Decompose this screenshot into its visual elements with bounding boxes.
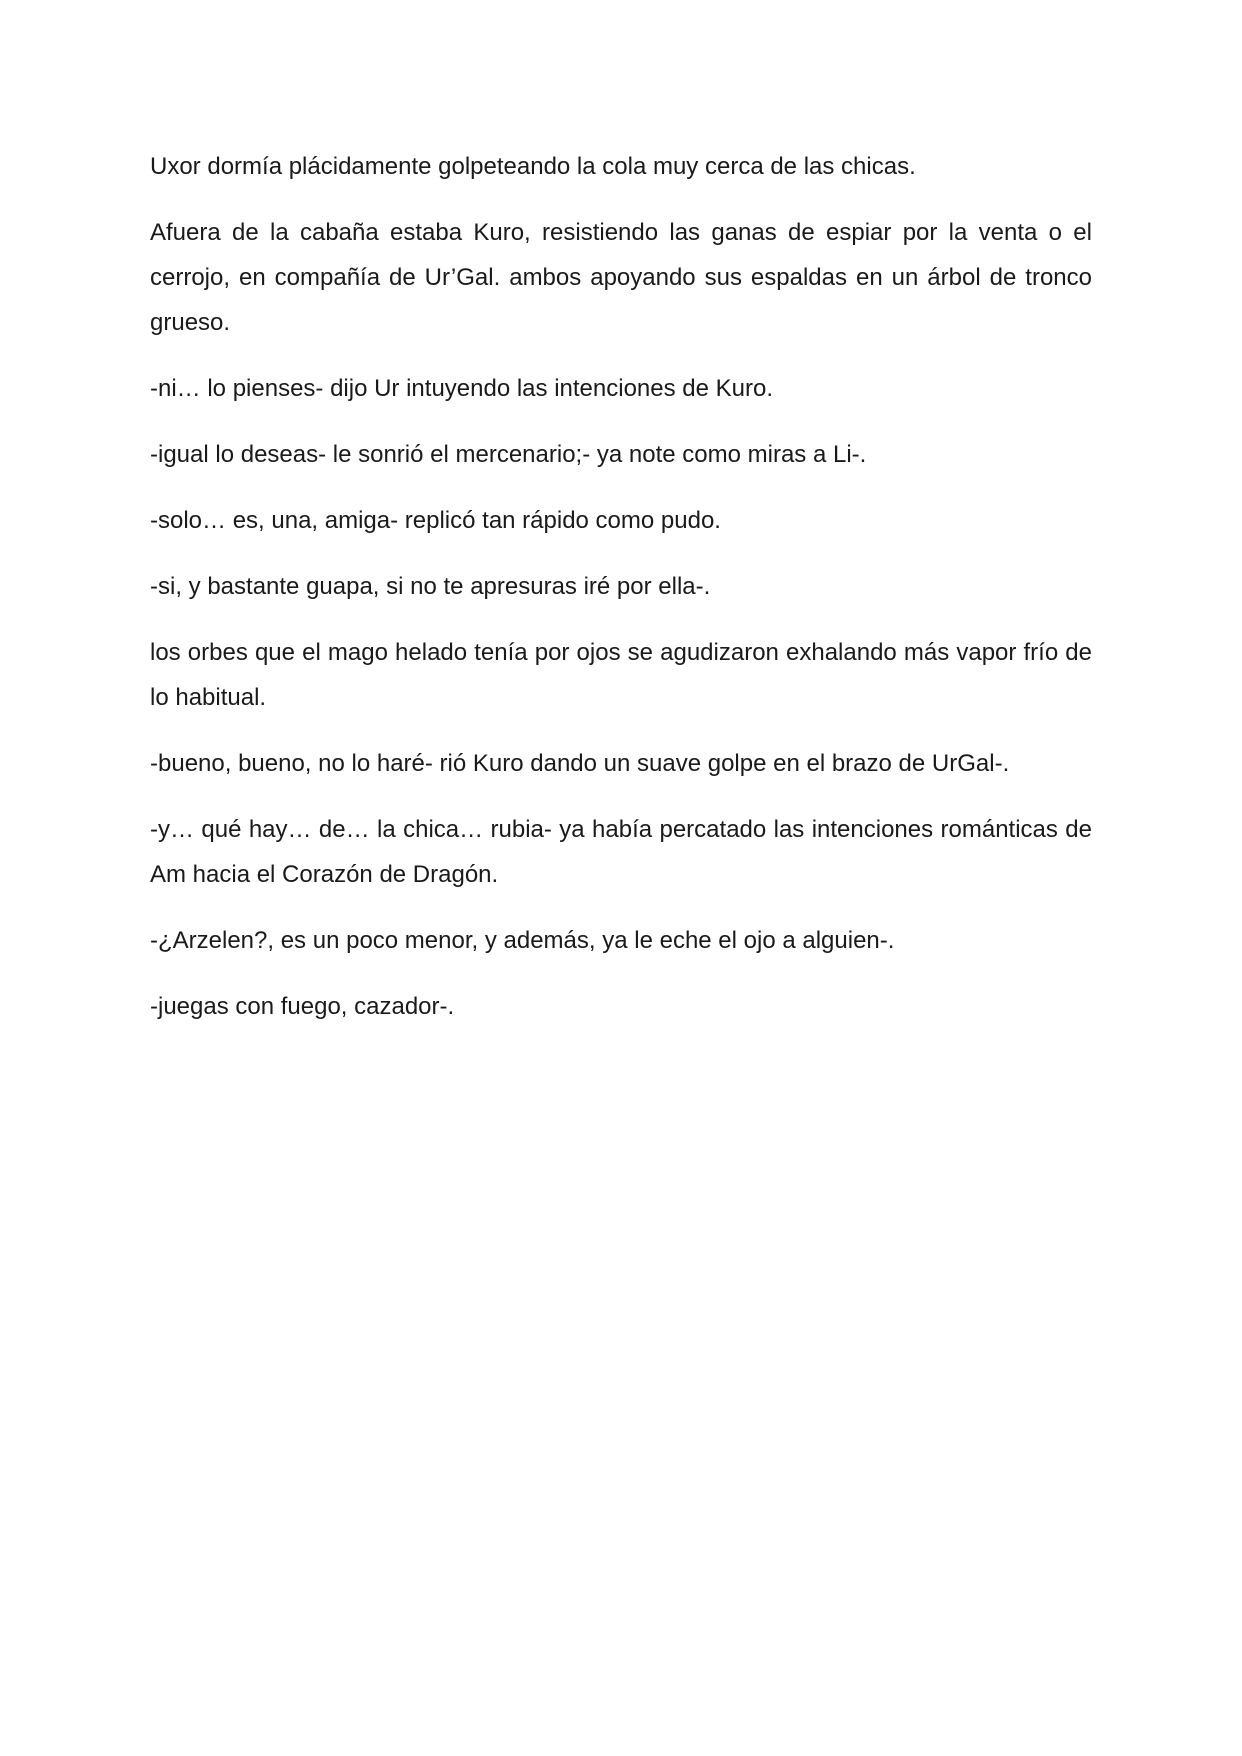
paragraph: Afuera de la cabaña estaba Kuro, resistiendo las ganas de espiar por la venta o el cerrojo, en compañía de Ur’Gal. ambos apoyando sus espaldas en un árbol de tronco grueso. <box>150 219 1092 336</box>
paragraph: los orbes que el mago helado tenía por ojos se agudizaron exhalando más vapor frío de lo habitual. <box>150 639 1092 711</box>
paragraph: -igual lo deseas- le sonrió el mercenario;- ya note como miras a Li-. <box>150 441 867 468</box>
paragraph: -bueno, bueno, no lo haré- rió Kuro dando un suave golpe en el brazo de UrGal-. <box>150 750 1010 777</box>
paragraph: -y… qué hay… de… la chica… rubia- ya había percatado las intenciones románticas de Am hacia el Corazón de Dragón. <box>150 816 1092 888</box>
paragraph: -juegas con fuego, cazador-. <box>150 993 455 1020</box>
document-body <box>150 144 1092 1050</box>
paragraph: -¿Arzelen?, es un poco menor, y además, ya le eche el ojo a alguien-. <box>150 927 895 954</box>
paragraph: -solo… es, una, amiga- replicó tan rápido como pudo. <box>150 507 721 534</box>
paragraph: -si, y bastante guapa, si no te apresuras iré por ella-. <box>150 573 711 600</box>
paragraph: Uxor dormía plácidamente golpeteando la cola muy cerca de las chicas. <box>150 153 916 180</box>
paragraph: -ni… lo pienses- dijo Ur intuyendo las intenciones de Kuro. <box>150 375 774 402</box>
